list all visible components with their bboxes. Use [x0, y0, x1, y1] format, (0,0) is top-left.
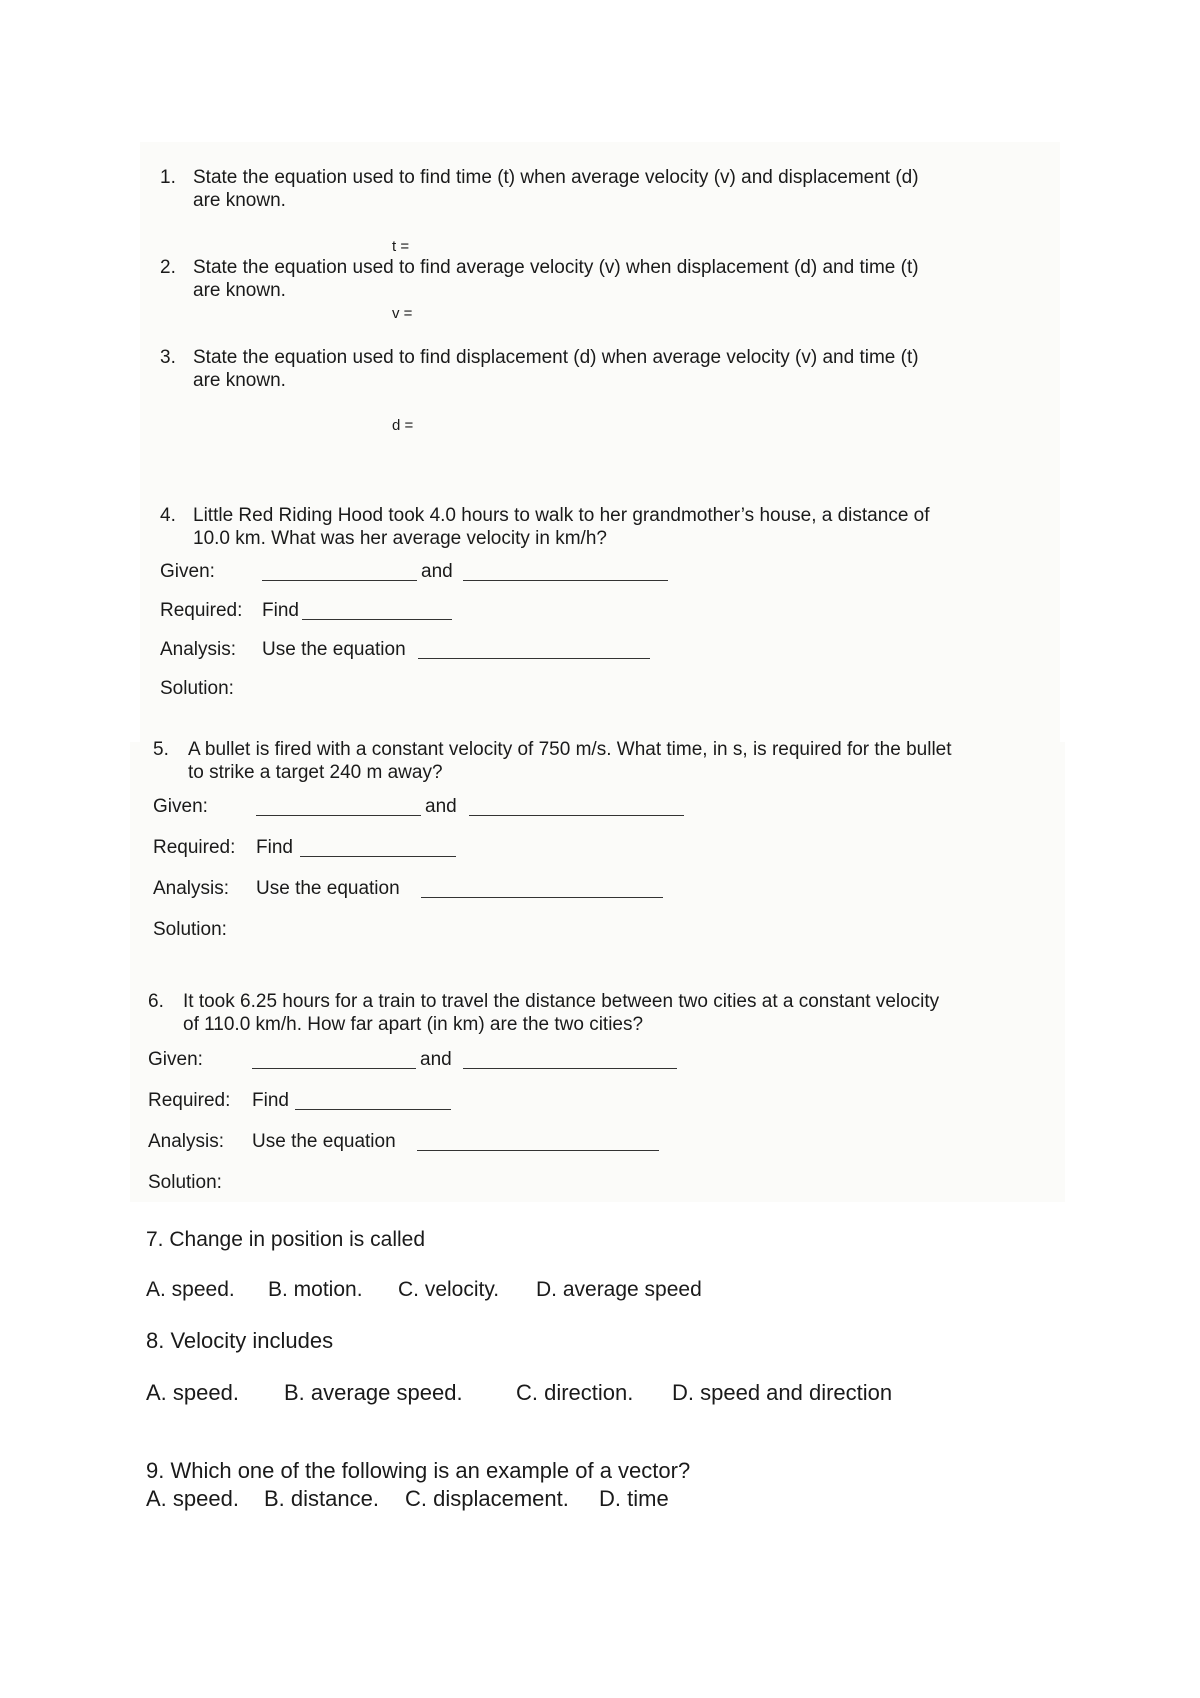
analysis-blank[interactable] — [421, 897, 663, 898]
find-label: Find — [256, 837, 293, 858]
given-label: Given: — [153, 796, 208, 817]
given-blank-1[interactable] — [262, 580, 417, 581]
option-d[interactable]: D. time — [599, 1486, 669, 1511]
option-c[interactable]: C. displacement. — [405, 1486, 569, 1511]
answer-prefix: d = — [392, 417, 414, 434]
analysis-label: Analysis: — [160, 639, 237, 660]
question-text: 8. Velocity includes — [146, 1328, 334, 1353]
question-text: State the equation used to find displacement (d) when average velocity (v) and time (t) — [193, 347, 919, 368]
required-blank[interactable] — [295, 1109, 451, 1110]
given-blank-1[interactable] — [252, 1068, 416, 1069]
required-blank[interactable] — [300, 856, 456, 857]
question-number: 2. — [160, 257, 176, 278]
required-label: Required: — [148, 1090, 231, 1111]
given-blank-1[interactable] — [256, 815, 421, 816]
and-label: and — [421, 561, 453, 582]
question-text-cont: of 110.0 km/h. How far apart (in km) are the two cities? — [183, 1014, 644, 1035]
required-label: Required: — [153, 837, 236, 858]
question-number: 1. — [160, 167, 176, 188]
required-blank[interactable] — [302, 619, 452, 620]
question-text: It took 6.25 hours for a train to travel the distance between two cities at a constant velocity — [183, 991, 940, 1012]
analysis-blank[interactable] — [418, 658, 650, 659]
answer-prefix: t = — [392, 238, 410, 255]
question-text-cont: are known. — [193, 190, 286, 211]
option-b[interactable]: B. distance. — [264, 1486, 379, 1511]
find-label: Find — [252, 1090, 289, 1111]
solution-label: Solution: — [160, 678, 234, 699]
question-text: 9. Which one of the following is an example of a vector? — [146, 1458, 691, 1483]
option-a[interactable]: A. speed. — [146, 1380, 239, 1405]
given-label: Given: — [148, 1049, 203, 1070]
question-text: State the equation used to find time (t) when average velocity (v) and displacement (d) — [193, 167, 919, 188]
question-number: 4. — [160, 505, 176, 526]
question-text-cont: to strike a target 240 m away? — [188, 762, 443, 783]
given-blank-2[interactable] — [469, 815, 684, 816]
option-c[interactable]: C. direction. — [516, 1380, 634, 1405]
option-d[interactable]: D. speed and direction — [672, 1380, 893, 1405]
and-label: and — [425, 796, 457, 817]
given-blank-2[interactable] — [463, 580, 668, 581]
option-c[interactable]: C. velocity. — [398, 1278, 500, 1301]
question-text: Little Red Riding Hood took 4.0 hours to walk to her grandmother’s house, a distance of — [193, 505, 930, 526]
option-b[interactable]: B. average speed. — [284, 1380, 463, 1405]
question-text: 7. Change in position is called — [146, 1228, 426, 1251]
option-a[interactable]: A. speed. — [146, 1278, 235, 1301]
use-equation-label: Use the equation — [262, 639, 406, 660]
given-blank-2[interactable] — [463, 1068, 677, 1069]
question-text-cont: are known. — [193, 370, 286, 391]
option-b[interactable]: B. motion. — [268, 1278, 363, 1301]
solution-label: Solution: — [148, 1172, 222, 1193]
analysis-blank[interactable] — [417, 1150, 659, 1151]
use-equation-label: Use the equation — [252, 1131, 396, 1152]
analysis-label: Analysis: — [153, 878, 230, 899]
question-number: 6. — [148, 991, 164, 1012]
and-label: and — [420, 1049, 452, 1070]
given-label: Given: — [160, 561, 215, 582]
answer-prefix: v = — [392, 305, 413, 322]
question-text-cont: are known. — [193, 280, 286, 301]
question-text-cont: 10.0 km. What was her average velocity in km/h? — [193, 528, 607, 549]
option-d[interactable]: D. average speed — [536, 1278, 702, 1301]
question-text: A bullet is fired with a constant velocity of 750 m/s. What time, in s, is required for the bullet — [188, 739, 952, 760]
question-number: 3. — [160, 347, 176, 368]
option-a[interactable]: A. speed. — [146, 1486, 239, 1511]
required-label: Required: — [160, 600, 243, 621]
use-equation-label: Use the equation — [256, 878, 400, 899]
question-text: State the equation used to find average velocity (v) when displacement (d) and time (t) — [193, 257, 919, 278]
question-number: 5. — [153, 739, 169, 760]
solution-label: Solution: — [153, 919, 227, 940]
find-label: Find — [262, 600, 299, 621]
analysis-label: Analysis: — [148, 1131, 225, 1152]
